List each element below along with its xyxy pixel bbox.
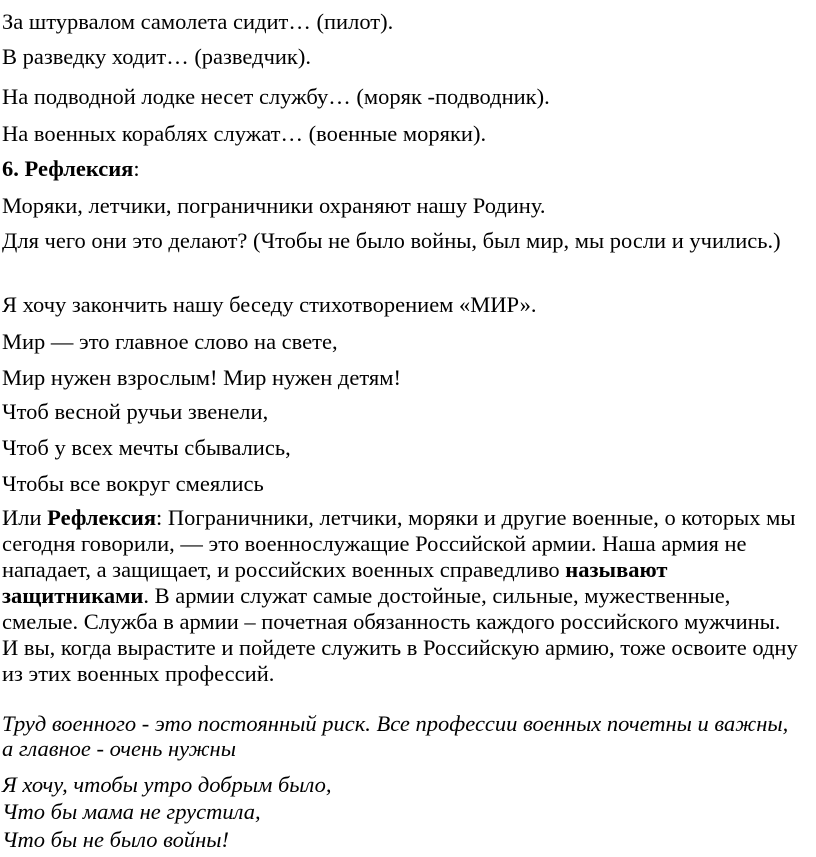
reflection-text-1: : Пограничники, летчики, моряки и другие военные, о которых мы сегодня говорили, — это военнослужащие Российской армии. Наша армия не нападает, а защищает, и российских военных справедливо (2, 505, 796, 582)
verse-line-2: Что бы мама не грустила, (2, 799, 261, 824)
reflection-paragraph (2, 505, 802, 687)
line-submariner: На подводной лодке несет службу… (моряк -подводник). (2, 84, 550, 109)
line-question: Для чего они это делают? (Чтобы не было войны, был мир, мы росли и учились.) (2, 228, 781, 253)
reflection-heading-colon: : (133, 156, 140, 181)
line-sailors: На военных кораблях служат… (военные моряки). (2, 121, 487, 146)
poem-line-4: Чтоб у всех мечты сбывались, (2, 435, 291, 460)
poem-line-1: Мир — это главное слово на свете, (2, 329, 338, 354)
line-pilot: За штурвалом самолета сидит… (пилот). (2, 9, 394, 34)
verse-line-1: Я хочу, чтобы утро добрым было, (2, 772, 332, 797)
section-heading-reflection (2, 155, 802, 182)
verse-line-3: Что бы не было войны! (2, 827, 229, 852)
line-defenders: Моряки, летчики, пограничники охраняют нашу Родину. (2, 193, 546, 218)
or-intro: Или (2, 505, 48, 530)
italic-statement: Труд военного - это постоянный риск. Все профессии военных почетны и важны, а главное - очень нужны (2, 711, 789, 761)
reflection-text-2: . В армии служат самые достойные, сильные, мужественные, смелые. Служба в армии – почетная обязанность каждого российского мужчины. И вы, когда вырастите и пойдете служить в Российскую армию, тоже освоите одну из этих военных профессий. (2, 583, 798, 686)
reflection-heading-text: 6. Рефлексия (2, 156, 134, 181)
reflection-bold: Рефлексия (47, 505, 157, 530)
poem-line-5: Чтобы все вокруг смеялись (2, 471, 264, 496)
line-poem-intro: Я хочу закончить нашу беседу стихотворением «МИР». (2, 292, 537, 317)
poem-line-3: Чтоб весной ручьи звенели, (2, 399, 269, 424)
poem-line-2: Мир нужен взрослым! Мир нужен детям! (2, 365, 401, 390)
defenders-bold: называют защитниками (2, 557, 668, 608)
line-scout: В разведку ходит… (разведчик). (2, 44, 311, 69)
